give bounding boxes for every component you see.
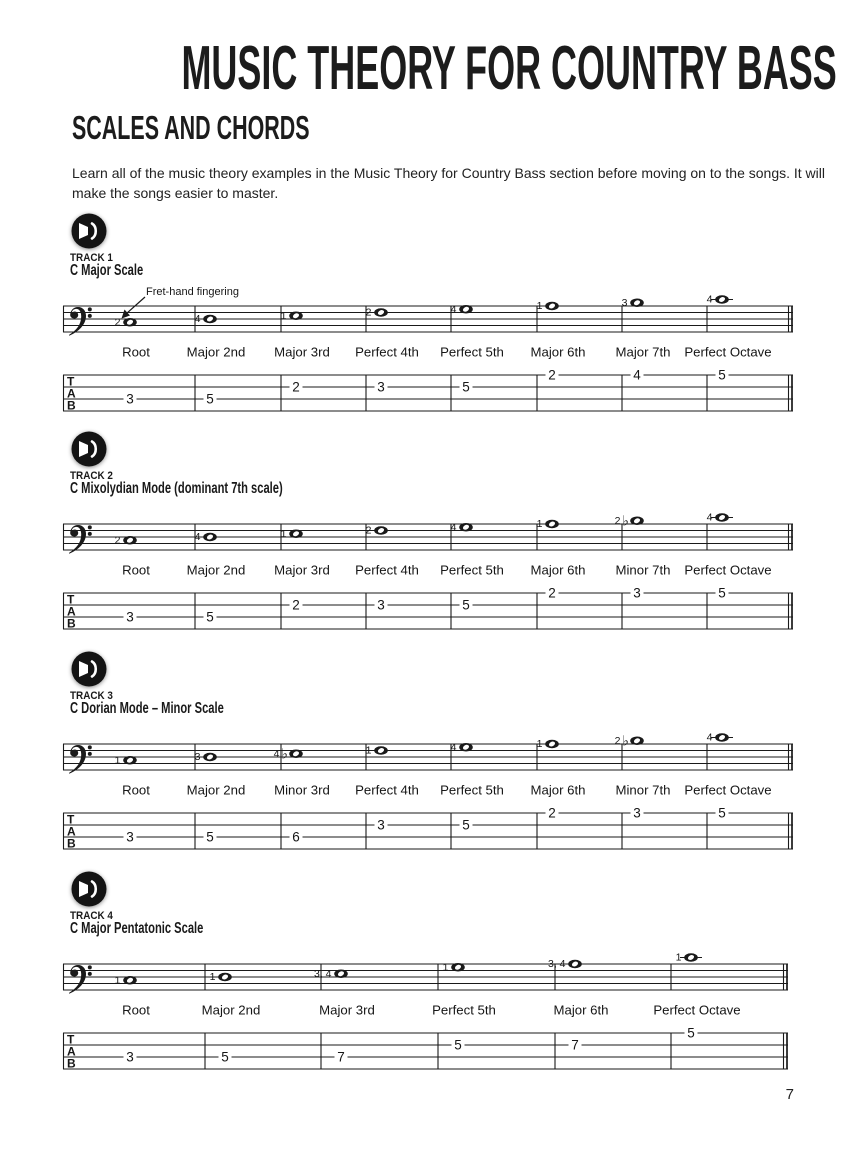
- bass-clef-dot: [88, 745, 92, 749]
- interval-label: Perfect Octave: [653, 1002, 741, 1018]
- intro-line-2: make the songs easier to master.: [72, 184, 279, 201]
- tab-fret-number: 2: [548, 367, 556, 383]
- track-section: [0, 868, 864, 1086]
- interval-label: Minor 7th: [615, 782, 671, 798]
- whole-note: [289, 530, 303, 538]
- speaker-icon: [70, 430, 108, 468]
- whole-note: [630, 299, 644, 307]
- whole-note: [218, 973, 232, 981]
- speaker-icon-circle: [72, 872, 107, 907]
- section-heading: SCALES AND CHORDS: [72, 109, 310, 146]
- track-heading: C Major Pentatonic Scale: [70, 920, 204, 937]
- interval-label: Major 6th: [530, 782, 586, 798]
- interval-label: Major 7th: [615, 344, 671, 360]
- interval-label: Perfect 5th: [440, 562, 504, 578]
- fingering-number: 2: [365, 524, 372, 537]
- whole-note: [630, 517, 644, 525]
- bass-clef-icon: [69, 745, 86, 774]
- fingering-number: 1: [280, 527, 287, 540]
- interval-label: Major 3rd: [319, 1002, 375, 1018]
- whole-note: [374, 308, 388, 316]
- interval-label: Root: [122, 344, 150, 360]
- tab-fret-number: 5: [454, 1037, 462, 1053]
- interval-label: Major 6th: [553, 1002, 609, 1018]
- fingering-number: 1: [536, 518, 543, 531]
- speaker-icon: [70, 212, 108, 250]
- tab-letter: A: [67, 604, 76, 619]
- track-label: TRACK 2: [70, 470, 113, 482]
- whole-note: [374, 746, 388, 754]
- tab-letter: A: [67, 386, 76, 401]
- interval-label: Perfect Octave: [684, 344, 772, 360]
- whole-note: [289, 750, 303, 758]
- flat-sign: ♭: [622, 733, 629, 750]
- fingering-number: 4: [706, 511, 713, 524]
- whole-note: [334, 970, 348, 978]
- track-heading: C Dorian Mode – Minor Scale: [70, 700, 224, 717]
- fingering-number: 1: [280, 309, 287, 322]
- flat-sign: ♭: [281, 746, 288, 763]
- bass-clef-dot: [88, 307, 92, 311]
- tab-fret-number: 3: [377, 817, 385, 833]
- tab-fret-number: 2: [548, 805, 556, 821]
- whole-note: [630, 737, 644, 745]
- track-section: [0, 210, 864, 428]
- whole-note: [715, 295, 729, 303]
- whole-note: [459, 523, 473, 531]
- tab-fret-number: 7: [571, 1037, 579, 1053]
- interval-label: Major 3rd: [274, 344, 330, 360]
- interval-label: Major 6th: [530, 562, 586, 578]
- whole-note: [123, 756, 137, 764]
- fingering-annotation: Fret-hand fingering: [146, 286, 239, 298]
- tab-fret-number: 5: [718, 805, 726, 821]
- fingering-number: 3, 4: [547, 958, 566, 971]
- tab-fret-number: 2: [292, 379, 300, 395]
- interval-label: Major 2nd: [186, 562, 246, 578]
- bass-clef-dot: [88, 532, 92, 536]
- tab-fret-number: 7: [337, 1049, 345, 1065]
- notation-staff-and-tab: [0, 718, 864, 858]
- track-section: [0, 648, 864, 866]
- tab-letter: A: [67, 824, 76, 839]
- tab-fret-number: 2: [292, 597, 300, 613]
- interval-label: Perfect 4th: [355, 562, 419, 578]
- interval-label: Major 2nd: [186, 782, 246, 798]
- whole-note: [459, 743, 473, 751]
- fingering-number: 3: [194, 751, 201, 764]
- interval-label: Perfect 5th: [432, 1002, 496, 1018]
- tab-letter: T: [67, 592, 75, 607]
- track-label: TRACK 1: [70, 252, 113, 264]
- bass-clef-dot: [88, 752, 92, 756]
- interval-label: Perfect 4th: [355, 344, 419, 360]
- notation-staff-and-tab: [0, 280, 864, 420]
- fingering-number: 2: [614, 734, 621, 747]
- tab-letter: B: [67, 836, 76, 851]
- tab-fret-number: 5: [206, 391, 214, 407]
- fingering-number: 1: [536, 738, 543, 751]
- bass-clef-dot: [88, 314, 92, 318]
- tab-fret-number: 3: [377, 379, 385, 395]
- tab-fret-number: 3: [633, 805, 641, 821]
- fingering-number: 1: [209, 971, 216, 984]
- interval-label: Minor 3rd: [274, 782, 330, 798]
- whole-note: [715, 513, 729, 521]
- whole-note: [123, 318, 137, 326]
- bass-clef-dot: [88, 525, 92, 529]
- fingering-number: 4: [706, 293, 713, 306]
- fingering-number: 1: [114, 974, 121, 987]
- intro-line-1: Learn all of the music theory examples in the Music Theory for Country Bass section before moving on to the songs. It will: [72, 165, 825, 181]
- whole-note: [374, 526, 388, 534]
- tab-fret-number: 2: [548, 585, 556, 601]
- fingering-number: 1: [114, 754, 121, 767]
- speaker-icon-circle: [72, 214, 107, 249]
- interval-label: Perfect Octave: [684, 782, 772, 798]
- bass-clef-icon: [69, 525, 86, 554]
- fingering-number: 2: [114, 534, 121, 547]
- tab-fret-number: 5: [221, 1049, 229, 1065]
- interval-label: Perfect 4th: [355, 782, 419, 798]
- interval-label: Major 2nd: [186, 344, 246, 360]
- interval-label: Major 3rd: [274, 562, 330, 578]
- fingering-number: 2: [614, 514, 621, 527]
- tab-fret-number: 5: [687, 1025, 695, 1041]
- whole-note: [123, 976, 137, 984]
- tab-fret-number: 5: [718, 367, 726, 383]
- tab-fret-number: 3: [126, 609, 134, 625]
- interval-label: Minor 7th: [615, 562, 671, 578]
- fingering-number: 4: [450, 741, 457, 754]
- fingering-number: 1: [536, 300, 543, 313]
- fingering-number: 2: [365, 306, 372, 319]
- bass-clef-dot: [88, 965, 92, 969]
- interval-label: Perfect 5th: [440, 782, 504, 798]
- speaker-icon: [70, 870, 108, 908]
- fingering-number: 4: [194, 313, 201, 326]
- interval-label: Root: [122, 562, 150, 578]
- tab-letter: B: [67, 1056, 76, 1071]
- track-section: [0, 428, 864, 646]
- tab-letter: B: [67, 398, 76, 413]
- fingering-number: 4: [450, 521, 457, 534]
- interval-label: Major 6th: [530, 344, 586, 360]
- interval-label: Root: [122, 782, 150, 798]
- tab-fret-number: 5: [462, 379, 470, 395]
- flat-sign: ♭: [622, 513, 629, 530]
- whole-note: [203, 533, 217, 541]
- track-label: TRACK 4: [70, 910, 113, 922]
- tab-fret-number: 5: [462, 817, 470, 833]
- tab-fret-number: 3: [126, 1049, 134, 1065]
- fingering-number: 4: [194, 531, 201, 544]
- fingering-number: 3, 4: [313, 967, 332, 980]
- page-title: MUSIC THEORY FOR COUNTRY BASS: [181, 34, 837, 103]
- whole-note: [715, 733, 729, 741]
- fingering-number: 4: [706, 731, 713, 744]
- fingering-number: 3: [621, 296, 628, 309]
- tab-fret-number: 3: [126, 391, 134, 407]
- fingering-number: 1: [675, 951, 682, 964]
- notation-staff-and-tab: [0, 498, 864, 638]
- intro-paragraph: [72, 164, 825, 203]
- tab-fret-number: 5: [206, 609, 214, 625]
- whole-note: [459, 305, 473, 313]
- fingering-number: 1: [442, 961, 449, 974]
- interval-label: Major 2nd: [201, 1002, 261, 1018]
- track-heading: C Mixolydian Mode (dominant 7th scale): [70, 480, 283, 497]
- tab-letter: T: [67, 812, 75, 827]
- track-heading: C Major Scale: [70, 262, 144, 279]
- interval-label: Perfect Octave: [684, 562, 772, 578]
- tab-fret-number: 5: [206, 829, 214, 845]
- tab-fret-number: 6: [292, 829, 300, 845]
- tab-letter: T: [67, 1032, 75, 1047]
- whole-note: [568, 960, 582, 968]
- tab-fret-number: 3: [377, 597, 385, 613]
- track-label: TRACK 3: [70, 690, 113, 702]
- tab-letter: B: [67, 616, 76, 631]
- whole-note: [451, 963, 465, 971]
- bass-clef-icon: [69, 307, 86, 336]
- bass-clef-icon: [69, 965, 86, 994]
- tab-fret-number: 3: [126, 829, 134, 845]
- fingering-number: 1: [365, 744, 372, 757]
- whole-note: [545, 740, 559, 748]
- speaker-icon-circle: [72, 432, 107, 467]
- interval-label: Perfect 5th: [440, 344, 504, 360]
- page-number: 7: [785, 1086, 794, 1103]
- tab-letter: T: [67, 374, 75, 389]
- notation-staff-and-tab: [0, 938, 864, 1078]
- whole-note: [123, 536, 137, 544]
- whole-note: [545, 520, 559, 528]
- whole-note: [684, 953, 698, 961]
- bass-clef-dot: [88, 972, 92, 976]
- tab-fret-number: 3: [633, 585, 641, 601]
- whole-note: [545, 302, 559, 310]
- whole-note: [289, 312, 303, 320]
- tab-fret-number: 5: [462, 597, 470, 613]
- whole-note: [203, 753, 217, 761]
- whole-note: [203, 315, 217, 323]
- tab-letter: A: [67, 1044, 76, 1059]
- speaker-icon-circle: [72, 652, 107, 687]
- tab-fret-number: 4: [633, 367, 641, 383]
- tab-fret-number: 5: [718, 585, 726, 601]
- interval-label: Root: [122, 1002, 150, 1018]
- fingering-number: 2: [114, 316, 121, 329]
- fingering-number: 4: [450, 303, 457, 316]
- fingering-number: 4: [273, 747, 280, 760]
- speaker-icon: [70, 650, 108, 688]
